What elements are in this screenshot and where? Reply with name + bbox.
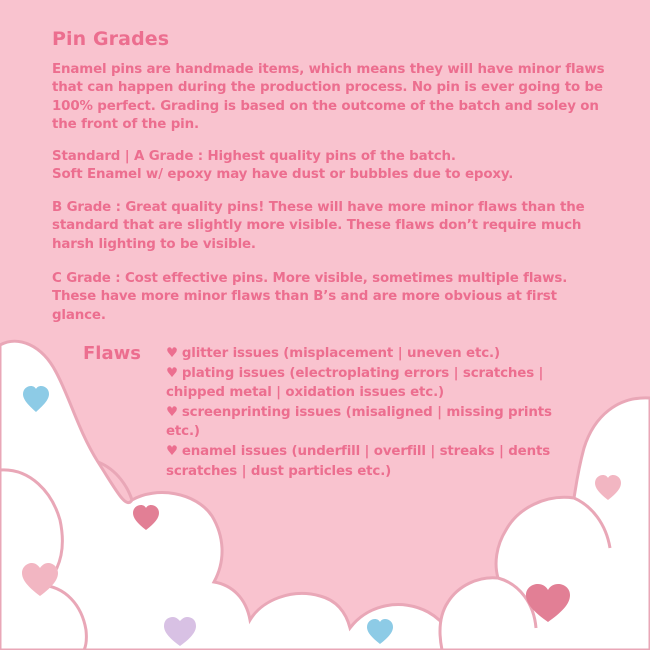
heart-bullet-icon: ♥: [166, 365, 178, 381]
flaw-text: glitter issues (misplacement | uneven etc.): [181, 346, 500, 361]
grade-c-section: [52, 270, 612, 325]
page-title: Pin Grades: [52, 28, 170, 50]
flaw-text: enamel issues (underfill | overfill | streaks | dents scratches | dust particles etc.): [166, 443, 551, 479]
grade-a-text: Soft Enamel w/ epoxy may have dust or bubbles due to epoxy.: [52, 167, 514, 183]
intro-paragraph: Enamel pins are handmade items, which means they will have minor flaws that can happen during the production process. No pin is ever going to be 100% perfect. Grading is based on the outcome of the batch and soley on the front of the pin.: [52, 62, 605, 133]
list-item: [166, 344, 586, 364]
list-item: [166, 403, 586, 442]
heart-bullet-icon: ♥: [166, 346, 178, 361]
grade-b-section: [52, 199, 612, 254]
heart-bullet-icon: ♥: [166, 443, 178, 459]
grade-c-heading: C Grade : Cost effective pins. More visible, sometimes multiple flaws. These have more minor flaws than B’s and are more obvious at first glance.: [52, 271, 568, 323]
list-item: [166, 442, 586, 481]
grade-a-section: [52, 148, 612, 185]
flaw-text: plating issues (electroplating errors | scratches | chipped metal | oxidation issues etc.): [166, 365, 544, 401]
flaws-list: [166, 344, 586, 481]
grade-b-heading: B Grade : Great quality pins! These will have more minor flaws than the standard that are slightly more visible. These flaws don’t require much harsh lighting to be visible.: [52, 200, 585, 252]
flaws-title: Flaws: [83, 343, 141, 364]
flaw-text: screenprinting issues (misaligned | missing prints etc.): [166, 404, 552, 440]
grade-a-heading: Standard | A Grade : Highest quality pins of the batch.: [52, 149, 456, 164]
list-item: [166, 364, 586, 403]
heart-bullet-icon: ♥: [166, 404, 178, 420]
